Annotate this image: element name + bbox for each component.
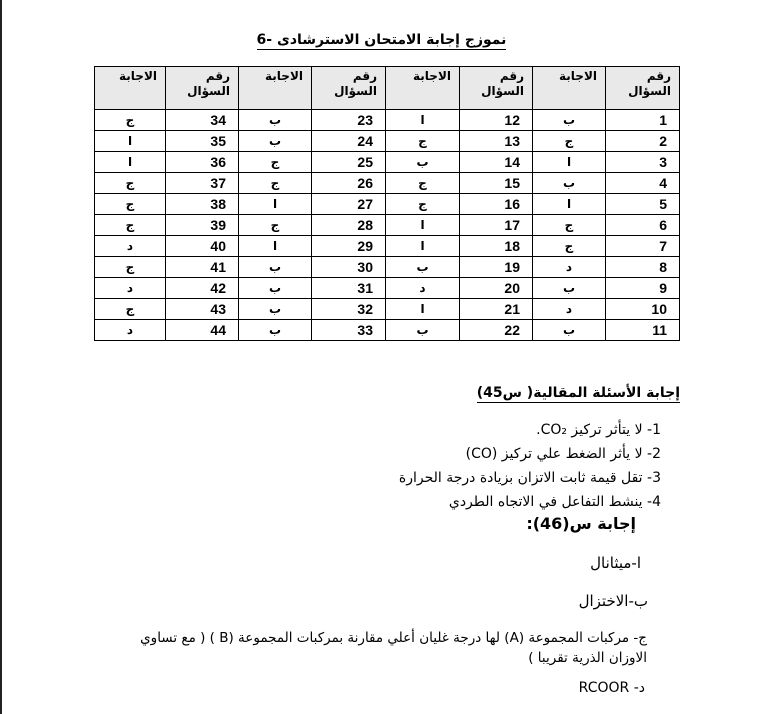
answer-cell: ج: [239, 215, 312, 236]
q46-answer-d: د- RCOOR: [578, 680, 645, 696]
table-row: [95, 173, 680, 194]
column-header-answer: [386, 67, 460, 110]
question-number-cell: 1: [606, 110, 680, 131]
question-number-cell: 33: [312, 320, 386, 341]
essay-answer-item: 4- ينشط التفاعل في الاتجاه الطردي: [448, 494, 661, 510]
answer-cell: ب: [239, 131, 312, 152]
answer-cell: ا: [533, 194, 606, 215]
question-number-cell: 39: [166, 215, 239, 236]
essay-answer-item: 3- تقل قيمة ثابت الاتزان بزيادة درجة الحرارة: [398, 470, 661, 486]
question-number-cell: 12: [460, 110, 533, 131]
answer-cell: ج: [239, 152, 312, 173]
question-number-cell: 38: [166, 194, 239, 215]
answer-cell: ا: [95, 131, 166, 152]
column-header-line: رقم: [205, 69, 230, 83]
question-number-cell: 42: [166, 278, 239, 299]
column-header-line: الاجابة: [119, 69, 157, 83]
column-header-line: السؤال: [334, 84, 377, 98]
answer-cell: ب: [386, 152, 460, 173]
question-number-cell: 40: [166, 236, 239, 257]
question-number-cell: 30: [312, 257, 386, 278]
column-header-answer: [533, 67, 606, 110]
answer-cell: ج: [533, 131, 606, 152]
answer-cell: ج: [239, 173, 312, 194]
table-row: [95, 131, 680, 152]
column-header-answer: [95, 67, 166, 110]
answer-cell: د: [386, 278, 460, 299]
answer-cell: ا: [239, 236, 312, 257]
column-header-line: الاجابة: [265, 69, 303, 83]
question-number-cell: 26: [312, 173, 386, 194]
answer-cell: ا: [533, 152, 606, 173]
table-row: [95, 257, 680, 278]
answer-cell: ب: [239, 278, 312, 299]
answer-cell: ب: [386, 257, 460, 278]
table-row: [95, 152, 680, 173]
answer-cell: ب: [386, 320, 460, 341]
question-number-cell: 9: [606, 278, 680, 299]
question-number-cell: 14: [460, 152, 533, 173]
table-row: [95, 110, 680, 131]
question-number-cell: 19: [460, 257, 533, 278]
question-number-cell: 17: [460, 215, 533, 236]
q46-answer-c: ج- مركبات المجموعة (A) لها درجة غليان أعلي مقارنة بمركبات المجموعة (B ) ( مع تساوي الاوزان الذرية تقريبا ): [140, 630, 647, 666]
question-number-cell: 43: [166, 299, 239, 320]
question-number-cell: 29: [312, 236, 386, 257]
answer-cell: ب: [533, 278, 606, 299]
answer-cell: ا: [386, 110, 460, 131]
answer-cell: ج: [95, 299, 166, 320]
answer-cell: ج: [95, 257, 166, 278]
q46-answer-a: ا-ميثانال: [590, 554, 641, 572]
question-number-cell: 10: [606, 299, 680, 320]
question-number-cell: 2: [606, 131, 680, 152]
answer-key-table: [94, 66, 680, 341]
column-header-answer: [239, 67, 312, 110]
question-number-cell: 6: [606, 215, 680, 236]
answer-cell: ا: [386, 215, 460, 236]
answer-cell: ج: [95, 110, 166, 131]
question-number-cell: 32: [312, 299, 386, 320]
answer-cell: د: [95, 278, 166, 299]
question-number-cell: 13: [460, 131, 533, 152]
essay-section-heading: إجابة الأسئلة المقالية( س45): [476, 385, 680, 401]
question-number-cell: 7: [606, 236, 680, 257]
answer-cell: ج: [533, 236, 606, 257]
column-header-question-number: [606, 67, 680, 110]
essay-answers-list: [399, 418, 661, 514]
question-number-cell: 27: [312, 194, 386, 215]
answer-cell: ج: [95, 173, 166, 194]
essay-answer-item: 2- لا يأثر الضغط علي تركيز (CO): [465, 446, 661, 462]
question-number-cell: 3: [606, 152, 680, 173]
table-row: [95, 320, 680, 341]
question-number-cell: 28: [312, 215, 386, 236]
question-number-cell: 25: [312, 152, 386, 173]
page-title: [0, 32, 767, 48]
table-row: [95, 236, 680, 257]
table-header-row: [95, 67, 680, 110]
page-title-text: نموزج إجابة الامتحان الاسترشادى -6: [256, 32, 507, 48]
answer-cell: ا: [95, 152, 166, 173]
question-number-cell: 20: [460, 278, 533, 299]
q46-answer-b: ب-الاختزال: [578, 592, 648, 610]
answer-cell: ا: [386, 299, 460, 320]
table-row: [95, 278, 680, 299]
column-header-line: الاجابة: [559, 69, 597, 83]
column-header-line: الاجابة: [413, 69, 451, 83]
essay-answer-item: 1- لا يتأثر تركيز CO₂.: [536, 422, 661, 438]
question-number-cell: 8: [606, 257, 680, 278]
question-number-cell: 18: [460, 236, 533, 257]
question-number-cell: 37: [166, 173, 239, 194]
column-header-line: رقم: [352, 69, 377, 83]
question-number-cell: 16: [460, 194, 533, 215]
answer-cell: د: [95, 236, 166, 257]
answer-cell: ج: [533, 215, 606, 236]
answer-cell: ا: [239, 194, 312, 215]
answer-cell: ج: [386, 173, 460, 194]
table-row: [95, 299, 680, 320]
answer-cell: ج: [386, 131, 460, 152]
question-number-cell: 44: [166, 320, 239, 341]
question-number-cell: 24: [312, 131, 386, 152]
question-number-cell: 11: [606, 320, 680, 341]
column-header-line: السؤال: [187, 84, 230, 98]
table-row: [95, 215, 680, 236]
column-header-question-number: [460, 67, 533, 110]
question-number-cell: 34: [166, 110, 239, 131]
answer-cell: د: [533, 299, 606, 320]
question-number-cell: 5: [606, 194, 680, 215]
column-header-line: السؤال: [628, 84, 671, 98]
answer-cell: ج: [386, 194, 460, 215]
question-number-cell: 36: [166, 152, 239, 173]
question-number-cell: 35: [166, 131, 239, 152]
column-header-line: رقم: [646, 69, 671, 83]
question-number-cell: 23: [312, 110, 386, 131]
q46-heading: إجابة س(46):: [526, 514, 636, 533]
left-border-line: [0, 0, 2, 714]
question-number-cell: 41: [166, 257, 239, 278]
answer-cell: ب: [239, 299, 312, 320]
column-header-question-number: [166, 67, 239, 110]
answer-cell: ب: [533, 320, 606, 341]
answer-cell: د: [533, 257, 606, 278]
answer-cell: ج: [95, 194, 166, 215]
answer-cell: ج: [95, 215, 166, 236]
column-header-line: السؤال: [481, 84, 524, 98]
answer-cell: د: [95, 320, 166, 341]
answer-cell: ب: [239, 320, 312, 341]
answer-cell: ب: [239, 257, 312, 278]
question-number-cell: 31: [312, 278, 386, 299]
column-header-line: رقم: [499, 69, 524, 83]
table-row: [95, 194, 680, 215]
answer-cell: ب: [239, 110, 312, 131]
question-number-cell: 21: [460, 299, 533, 320]
column-header-question-number: [312, 67, 386, 110]
question-number-cell: 22: [460, 320, 533, 341]
answer-cell: ب: [533, 173, 606, 194]
question-number-cell: 15: [460, 173, 533, 194]
answer-cell: ا: [386, 236, 460, 257]
answer-cell: ب: [533, 110, 606, 131]
question-number-cell: 4: [606, 173, 680, 194]
